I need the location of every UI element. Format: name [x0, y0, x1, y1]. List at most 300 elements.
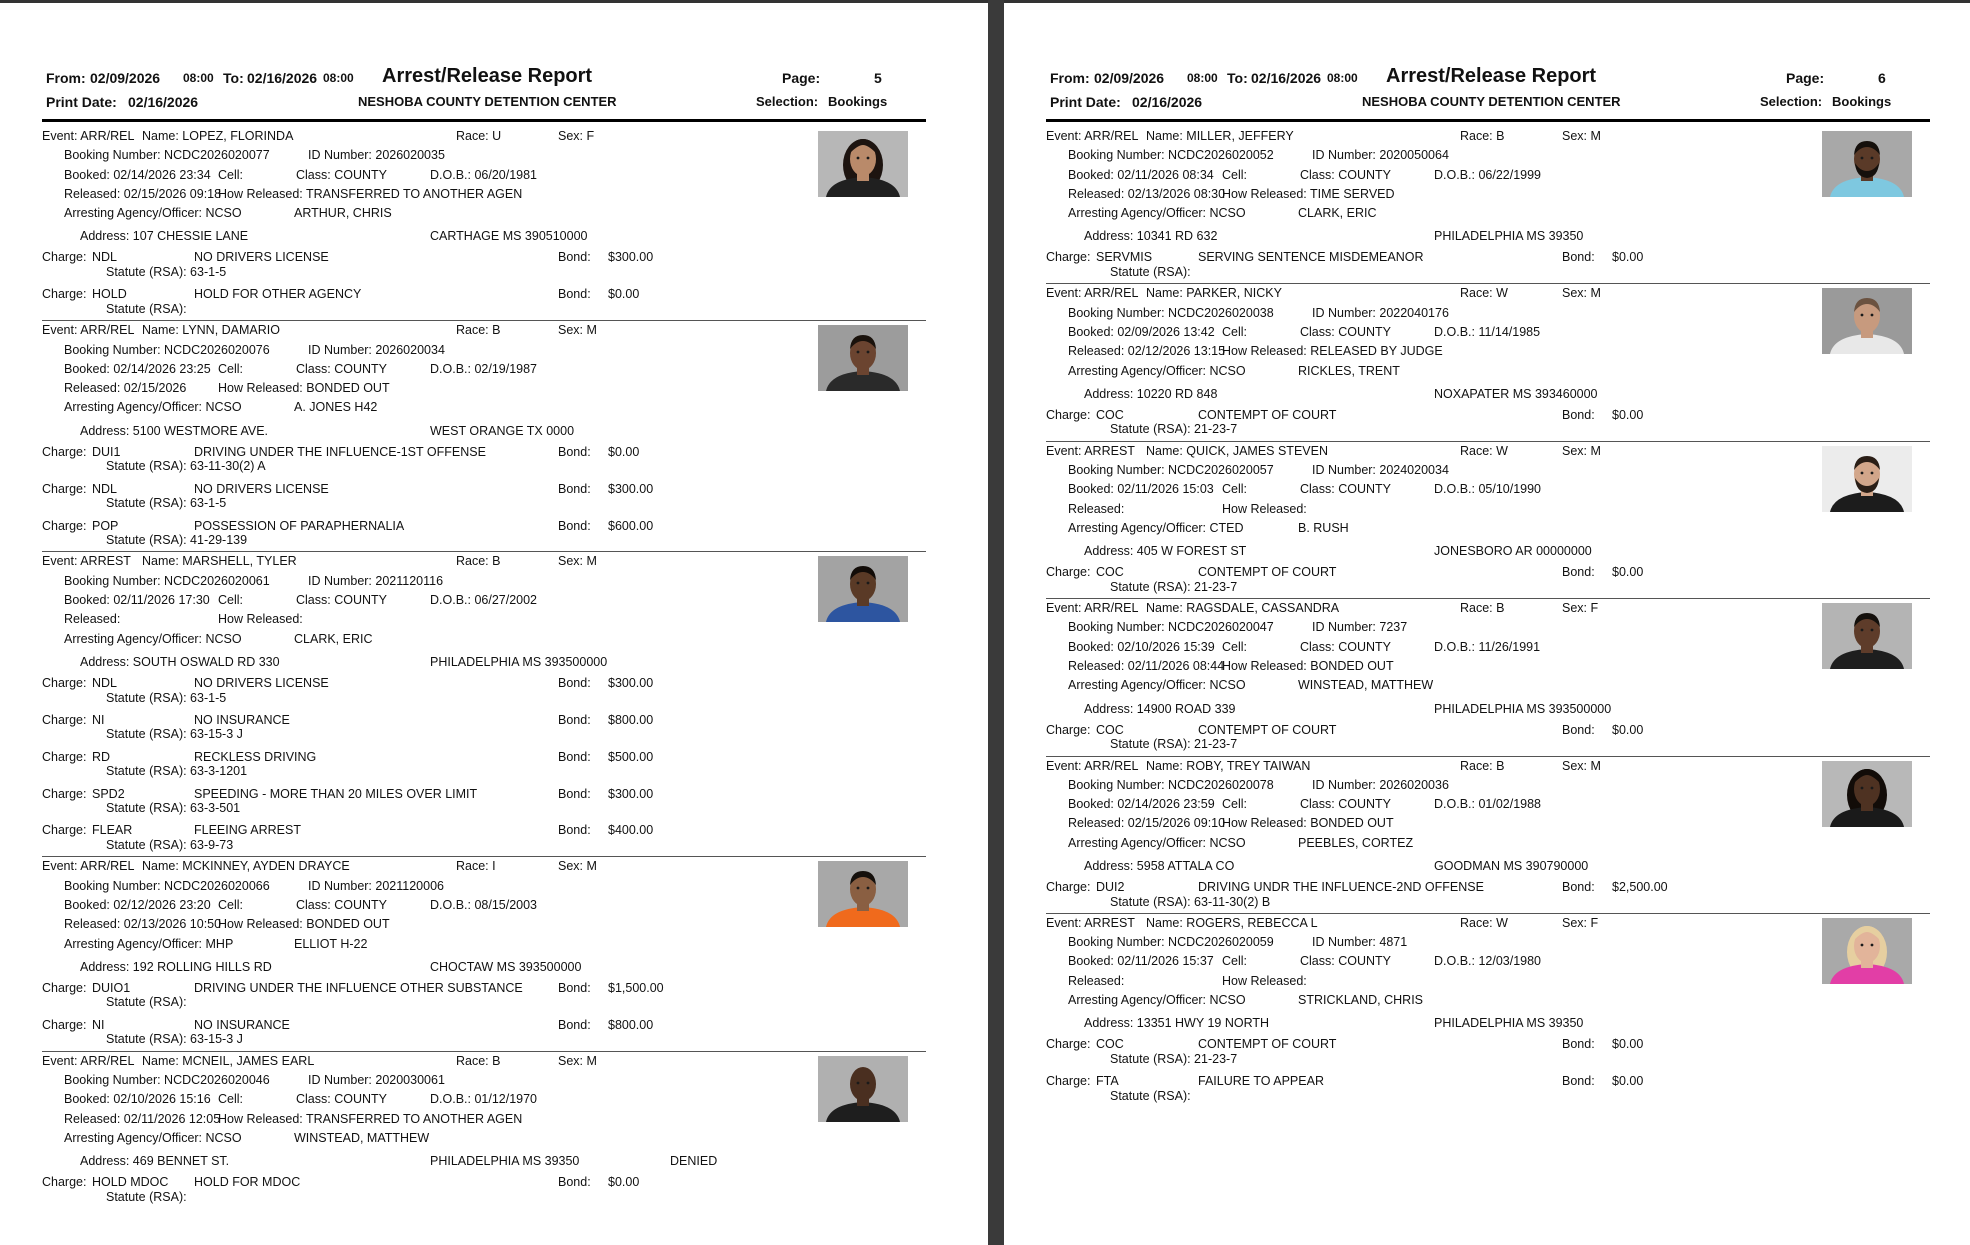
from-date: 02/09/2026 [1094, 70, 1165, 86]
how-released: How Released: BONDED OUT [1222, 816, 1394, 831]
record-line [1046, 599, 1930, 618]
class: Class: COUNTY [296, 593, 387, 608]
record-line [42, 995, 926, 1013]
to-time: 08:00 [323, 71, 354, 85]
statute: Statute (RSA): 63-15-3 J [106, 1032, 243, 1047]
record-line [42, 321, 926, 340]
report-title: Arrest/Release Report [382, 65, 593, 87]
bond-amount: $300.00 [608, 675, 654, 690]
sex: Sex: M [1562, 286, 1601, 301]
sex: Sex: M [558, 323, 597, 338]
charge-description: NO INSURANCE [194, 1017, 290, 1032]
from-label: From: [46, 70, 86, 86]
bond-amount: $0.00 [1612, 722, 1644, 737]
bond-label: Bond: [558, 980, 591, 995]
how-released: How Released: TIME SERVED [1222, 186, 1395, 201]
record-line [42, 977, 926, 996]
mugshot-photo [1822, 603, 1912, 669]
event-type: Event: ARREST [1046, 915, 1135, 930]
cell: Cell: [218, 593, 244, 608]
record-line [1046, 795, 1930, 814]
cell: Cell: [218, 361, 244, 376]
record-line [1046, 127, 1930, 146]
mugshot-image [818, 131, 908, 197]
mugshot-photo [1822, 446, 1912, 512]
record-line [42, 746, 926, 765]
charge-description: SERVING SENTENCE MISDEMEANOR [1198, 250, 1424, 265]
record-line [42, 418, 926, 441]
to-date: 02/16/2026 [247, 70, 318, 86]
print-date: 02/16/2026 [1132, 94, 1203, 110]
record-line [42, 185, 926, 204]
bond-amount: $0.00 [608, 1175, 640, 1190]
report-page-6 [1004, 0, 1970, 1245]
from-time: 08:00 [183, 71, 214, 85]
date-of-birth: D.O.B.: 01/12/1970 [430, 1092, 538, 1107]
race: Race: W [1460, 443, 1508, 458]
city-state-zip: WEST ORANGE TX 0000 [430, 423, 575, 438]
id-number: ID Number: 2026020036 [1312, 777, 1449, 792]
record-line [42, 283, 926, 302]
charge-code: NDL [92, 481, 118, 496]
charge-description: NO DRIVERS LICENSE [194, 481, 329, 496]
record-line [1046, 676, 1930, 695]
booking-record [42, 552, 926, 857]
statute: Statute (RSA): 63-3-1201 [106, 764, 248, 779]
charge-label: Charge: [1046, 879, 1091, 894]
race: Race: U [456, 129, 502, 143]
record-line [1046, 1010, 1930, 1033]
record-line [1046, 519, 1930, 538]
charge-code: FLEAR [92, 823, 133, 838]
released-datetime: Released: 02/15/2026 09:10 [1068, 816, 1226, 831]
city-state-zip: CARTHAGE MS 390510000 [430, 229, 588, 244]
bond-amount: $300.00 [608, 481, 654, 496]
print-date-label: Print Date: [46, 94, 117, 110]
to-label: To: [223, 70, 244, 86]
record-line [1046, 461, 1930, 480]
race: Race: B [1460, 758, 1505, 773]
record-line [42, 764, 926, 782]
record-line [42, 496, 926, 514]
booked-datetime: Booked: 02/12/2026 23:20 [64, 897, 211, 912]
mugshot-image [1822, 288, 1912, 354]
selection-label: Selection: [1760, 94, 1823, 109]
mugshot-image [818, 325, 908, 391]
charge-code: NDL [92, 250, 118, 265]
address: Address: 405 W FOREST ST [1084, 544, 1247, 559]
inmate-name: Name: MARSHELL, TYLER [142, 554, 297, 569]
class: Class: COUNTY [1300, 324, 1391, 339]
record-line [42, 915, 926, 934]
page-number: 5 [874, 70, 882, 86]
bond-label: Bond: [1562, 722, 1595, 737]
class: Class: COUNTY [296, 167, 387, 182]
booking-record [1046, 127, 1930, 284]
statute: Statute (RSA): 21-23-7 [1110, 737, 1238, 752]
booked-datetime: Booked: 02/14/2026 23:59 [1068, 797, 1215, 812]
address: Address: 10220 RD 848 [1084, 386, 1218, 401]
bond-amount: $800.00 [608, 1017, 654, 1032]
charge-label: Charge: [42, 250, 87, 265]
charge-code: POP [92, 518, 119, 533]
event-type: Event: ARR/REL [1046, 758, 1139, 773]
how-released: How Released: RELEASED BY JUDGE [1222, 344, 1443, 359]
statute: Statute (RSA): 41-29-139 [106, 533, 248, 548]
class: Class: COUNTY [1300, 167, 1391, 182]
records-list [1046, 127, 1930, 1107]
report-title: Arrest/Release Report [1386, 65, 1597, 87]
charge-code: SPD2 [92, 786, 125, 801]
record-line [42, 146, 926, 165]
record-line [1046, 381, 1930, 404]
date-of-birth: D.O.B.: 05/10/1990 [1434, 482, 1542, 497]
record-line [42, 954, 926, 977]
race: Race: B [1460, 129, 1505, 143]
statute: Statute (RSA): [1110, 265, 1191, 280]
arresting-agency: Arresting Agency/Officer: NCSO [64, 206, 242, 221]
header-rule [1046, 119, 1930, 122]
address: Address: 14900 ROAD 339 [1084, 701, 1236, 716]
mugshot-photo [818, 131, 908, 197]
released-datetime: Released: [1068, 973, 1125, 988]
sex: Sex: M [558, 859, 597, 874]
charge-description: HOLD FOR OTHER AGENCY [194, 287, 362, 302]
officer: WINSTEAD, MATTHEW [1298, 678, 1434, 693]
id-number: ID Number: 4871 [1312, 935, 1408, 950]
date-of-birth: D.O.B.: 06/27/2002 [430, 593, 538, 608]
record-line [42, 533, 926, 551]
record-line [42, 1090, 926, 1109]
charge-label: Charge: [1046, 1037, 1091, 1052]
class: Class: COUNTY [296, 1092, 387, 1107]
record-line [42, 302, 926, 320]
address: Address: 13351 HWY 19 NORTH [1084, 1016, 1270, 1031]
booked-datetime: Booked: 02/10/2026 15:39 [1068, 639, 1215, 654]
bond-label: Bond: [558, 518, 591, 533]
record-line [1046, 972, 1930, 991]
record-line [42, 478, 926, 497]
mugshot-photo [818, 1056, 908, 1122]
charge-label: Charge: [1046, 407, 1091, 422]
charge-description: RECKLESS DRIVING [194, 749, 317, 764]
bond-amount: $0.00 [1612, 1074, 1644, 1089]
charge-code: COC [1096, 722, 1124, 737]
record-line [1046, 362, 1930, 381]
statute: Statute (RSA): 63-1-5 [106, 496, 227, 511]
city-state-zip: NOXAPATER MS 393460000 [1434, 386, 1598, 401]
bond-amount: $1,500.00 [608, 980, 664, 995]
record-line [42, 610, 926, 629]
record-line [1046, 323, 1930, 342]
bond-label: Bond: [558, 749, 591, 764]
booking-record [42, 127, 926, 321]
record-line [42, 630, 926, 649]
bond-label: Bond: [558, 712, 591, 727]
released-datetime: Released: [1068, 501, 1125, 516]
charge-description: NO DRIVERS LICENSE [194, 675, 329, 690]
record-line [42, 838, 926, 856]
event-type: Event: ARREST [1046, 443, 1135, 458]
inmate-name: Name: MCNEIL, JAMES EARL [142, 1053, 315, 1068]
record-line [42, 935, 926, 954]
booking-number: Booking Number: NCDC2026020076 [64, 342, 270, 357]
inmate-name: Name: MCKINNEY, AYDEN DRAYCE [142, 859, 350, 874]
selection-label: Selection: [756, 94, 819, 109]
cell: Cell: [218, 167, 244, 182]
record-line [1046, 1070, 1930, 1089]
charge-label: Charge: [1046, 250, 1091, 265]
class: Class: COUNTY [296, 897, 387, 912]
inmate-name: Name: ROGERS, REBECCA L [1146, 915, 1318, 930]
city-state-zip: PHILADELPHIA MS 39350 [1434, 1016, 1584, 1031]
id-number: ID Number: 2022040176 [1312, 305, 1449, 320]
charge-description: POSSESSION OF PARAPHERNALIA [194, 518, 405, 533]
event-type: Event: ARR/REL [1046, 286, 1139, 301]
record-line [1046, 442, 1930, 461]
statute: Statute (RSA): 21-23-7 [1110, 579, 1238, 594]
address: Address: 5100 WESTMORE AVE. [80, 423, 269, 438]
class: Class: COUNTY [296, 361, 387, 376]
bond-amount: $0.00 [1612, 565, 1644, 580]
charge-label: Charge: [1046, 1074, 1091, 1089]
sex: Sex: F [1562, 915, 1599, 930]
city-state-zip: PHILADELPHIA MS 39350 [1434, 229, 1584, 244]
bond-amount: $500.00 [608, 749, 654, 764]
officer: ARTHUR, CHRIS [294, 206, 392, 221]
charge-description: FLEEING ARREST [194, 823, 301, 838]
record-line [1046, 304, 1930, 323]
record-line [1046, 1089, 1930, 1107]
charge-code: NI [92, 712, 105, 727]
record-line [42, 1148, 926, 1171]
charge-code: RD [92, 749, 111, 764]
id-number: ID Number: 2026020034 [308, 342, 445, 357]
city-state-zip: PHILADELPHIA MS 393500000 [430, 654, 608, 669]
record-line [42, 857, 926, 876]
booking-record [1046, 284, 1930, 441]
record-line [42, 379, 926, 398]
bond-label: Bond: [558, 823, 591, 838]
booked-datetime: Booked: 02/09/2026 13:42 [1068, 324, 1215, 339]
race: Race: W [1460, 286, 1508, 301]
date-of-birth: D.O.B.: 01/02/1988 [1434, 797, 1542, 812]
record-line [42, 896, 926, 915]
bond-label: Bond: [558, 444, 591, 459]
charge-label: Charge: [1046, 722, 1091, 737]
record-line [1046, 223, 1930, 246]
bond-amount: $800.00 [608, 712, 654, 727]
record-line [42, 127, 926, 146]
booking-record [1046, 757, 1930, 914]
booked-datetime: Booked: 02/14/2026 23:34 [64, 167, 211, 182]
bond-label: Bond: [558, 675, 591, 690]
inmate-name: Name: LYNN, DAMARIO [142, 323, 280, 338]
booked-datetime: Booked: 02/14/2026 23:25 [64, 361, 211, 376]
bond-amount: $600.00 [608, 518, 654, 533]
officer: WINSTEAD, MATTHEW [294, 1130, 430, 1145]
facility-name: NESHOBA COUNTY DETENTION CENTER [1362, 94, 1621, 109]
record-line [42, 1129, 926, 1148]
charge-label: Charge: [42, 1175, 87, 1190]
sex: Sex: F [1562, 601, 1599, 616]
record-line [1046, 580, 1930, 598]
id-number: ID Number: 2026020035 [308, 148, 445, 163]
event-type: Event: ARR/REL [42, 323, 135, 338]
booking-number: Booking Number: NCDC2026020046 [64, 1072, 270, 1087]
city-state-zip: JONESBORO AR 00000000 [1434, 544, 1592, 559]
charge-code: DUI2 [1096, 879, 1125, 894]
officer: ELLIOT H-22 [294, 936, 368, 951]
booking-number: Booking Number: NCDC2026020066 [64, 878, 270, 893]
record-line [1046, 814, 1930, 833]
booked-datetime: Booked: 02/11/2026 15:03 [1068, 482, 1214, 497]
charge-description: HOLD FOR MDOC [194, 1175, 301, 1190]
inmate-name: Name: QUICK, JAMES STEVEN [1146, 443, 1328, 458]
cell: Cell: [218, 897, 244, 912]
statute: Statute (RSA): 63-9-73 [106, 838, 234, 853]
record-line [42, 341, 926, 360]
bond-label: Bond: [1562, 1074, 1595, 1089]
page-label: Page: [1786, 70, 1825, 86]
mugshot-image [1822, 918, 1912, 984]
record-line [42, 709, 926, 728]
mugshot-image [818, 861, 908, 927]
record-line [1046, 284, 1930, 303]
how-released: How Released: [218, 612, 303, 627]
booking-record [42, 1052, 926, 1208]
record-line [42, 204, 926, 223]
bond-label: Bond: [558, 481, 591, 496]
city-state-zip: PHILADELPHIA MS 39350 [430, 1154, 580, 1169]
record-line [42, 877, 926, 896]
charge-description: NO INSURANCE [194, 712, 290, 727]
arresting-agency: Arresting Agency/Officer: NCSO [64, 400, 242, 415]
cell: Cell: [1222, 797, 1248, 812]
sex: Sex: M [1562, 129, 1601, 143]
record-line [42, 1014, 926, 1033]
date-of-birth: D.O.B.: 08/15/2003 [430, 897, 538, 912]
charge-code: FTA [1096, 1074, 1119, 1089]
statute: Statute (RSA): [1110, 1088, 1191, 1103]
released-datetime: Released: [64, 612, 121, 627]
record-line [42, 801, 926, 819]
charge-label: Charge: [42, 518, 87, 533]
record-line [42, 360, 926, 379]
charge-code: DUI1 [92, 444, 121, 459]
bond-amount: $400.00 [608, 823, 654, 838]
booking-number: Booking Number: NCDC2026020077 [64, 148, 270, 163]
statute: Statute (RSA): 63-15-3 J [106, 727, 243, 742]
charge-code: DUIO1 [92, 980, 131, 995]
arresting-agency: Arresting Agency/Officer: NCSO [64, 631, 242, 646]
released-datetime: Released: 02/13/2026 10:50 [64, 917, 222, 932]
record-line [1046, 500, 1930, 519]
mugshot-photo [818, 861, 908, 927]
mugshot-image [818, 556, 908, 622]
statute: Statute (RSA): [106, 301, 187, 316]
mugshot-image [1822, 761, 1912, 827]
record-line [1046, 776, 1930, 795]
record-line [42, 1071, 926, 1090]
released-datetime: Released: 02/13/2026 08:30 [1068, 186, 1226, 201]
bond-amount: $0.00 [608, 444, 640, 459]
charge-code: COC [1096, 565, 1124, 580]
mugshot-image [1822, 131, 1912, 197]
booking-record [1046, 599, 1930, 756]
event-type: Event: ARREST [42, 554, 131, 569]
record-line [1046, 657, 1930, 676]
city-state-zip: GOODMAN MS 390790000 [1434, 858, 1589, 873]
officer: STRICKLAND, CHRIS [1298, 993, 1424, 1008]
booked-datetime: Booked: 02/11/2026 15:37 [1068, 954, 1214, 969]
charge-label: Charge: [42, 675, 87, 690]
mugshot-photo [1822, 131, 1912, 197]
record-line [1046, 404, 1930, 423]
bond-label: Bond: [558, 1017, 591, 1032]
race: Race: W [1460, 915, 1508, 930]
bond-amount: $2,500.00 [1612, 879, 1668, 894]
address: Address: 107 CHESSIE LANE [80, 229, 249, 244]
charge-description: SPEEDING - MORE THAN 20 MILES OVER LIMIT [194, 786, 478, 801]
race: Race: B [1460, 601, 1505, 616]
record-line [1046, 146, 1930, 165]
record-line [1046, 853, 1930, 876]
booking-number: Booking Number: NCDC2026020061 [64, 573, 270, 588]
id-number: ID Number: 2021120006 [308, 878, 444, 893]
released-datetime: Released: 02/15/2026 [64, 381, 187, 396]
charge-code: COC [1096, 1037, 1124, 1052]
statute: Statute (RSA): 63-3-501 [106, 801, 241, 816]
record-line [1046, 737, 1930, 755]
record-line [1046, 719, 1930, 738]
arresting-agency: Arresting Agency/Officer: NCSO [1068, 835, 1246, 850]
header-rule [42, 119, 926, 122]
charge-code: COC [1096, 407, 1124, 422]
arresting-agency: Arresting Agency/Officer: NCSO [64, 1130, 242, 1145]
record-line [1046, 538, 1930, 561]
bond-label: Bond: [558, 250, 591, 265]
bond-label: Bond: [1562, 879, 1595, 894]
event-type: Event: ARR/REL [1046, 601, 1139, 616]
from-label: From: [1050, 70, 1090, 86]
record-line [42, 672, 926, 691]
booked-datetime: Booked: 02/10/2026 15:16 [64, 1092, 211, 1107]
bond-label: Bond: [1562, 565, 1595, 580]
officer: CLARK, ERIC [1298, 206, 1377, 221]
sex: Sex: M [558, 554, 597, 569]
bond-amount: $300.00 [608, 786, 654, 801]
city-state-zip: PHILADELPHIA MS 393500000 [1434, 701, 1612, 716]
inmate-name: Name: LOPEZ, FLORINDA [142, 129, 294, 143]
charge-label: Charge: [42, 1017, 87, 1032]
arresting-agency: Arresting Agency/Officer: NCSO [1068, 678, 1246, 693]
record-line [1046, 422, 1930, 440]
released-datetime: Released: 02/11/2026 08:44 [1068, 659, 1225, 674]
cell: Cell: [1222, 639, 1248, 654]
mugshot-photo [1822, 761, 1912, 827]
officer: RICKLES, TRENT [1298, 363, 1400, 378]
mugshot-image [1822, 446, 1912, 512]
to-time: 08:00 [1327, 71, 1358, 85]
mugshot-photo [818, 556, 908, 622]
record-line [1046, 933, 1930, 952]
print-date-label: Print Date: [1050, 94, 1121, 110]
event-type: Event: ARR/REL [42, 859, 135, 874]
statute: Statute (RSA): [106, 995, 187, 1010]
record-line [1046, 991, 1930, 1010]
record-line [42, 1171, 926, 1190]
